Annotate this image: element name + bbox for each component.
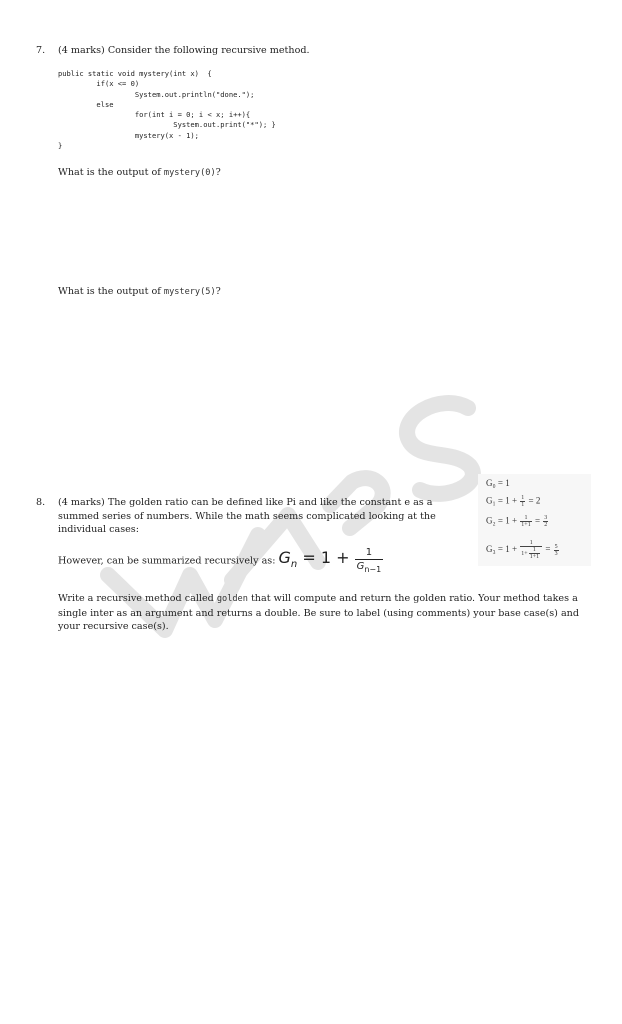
question-7-number: 7. <box>36 45 46 56</box>
question-7-code: public static void mystery(int x) { if(x <= 0) System.out.println("done."); else for(int i = 0; i < x; i++){ System.out.print("*"); } mystery(x - 1); } <box>58 69 276 151</box>
sub1-text: What is the output of <box>58 167 164 178</box>
case-g3: G₃ = 1 + 1 1+ $\frac{1}{1+1}$ = $\frac{5}{3}$ <box>486 540 558 560</box>
fraction: $\frac{1}{1+1}$ <box>521 515 531 528</box>
sub2-qmark: ? <box>215 286 221 297</box>
question-8-instructions <box>58 592 593 634</box>
question-7-sub1 <box>58 166 593 181</box>
question-8-number: 8. <box>36 497 46 508</box>
case-g0: G₀ = 1 <box>486 478 510 488</box>
question-8-recursive-line <box>58 546 478 576</box>
sub1-qmark: ? <box>215 167 221 178</box>
sub2-text: What is the output of <box>58 286 164 297</box>
sub2-code: mystery(5) <box>163 287 216 297</box>
case-g2: G₂ = 1 + $\frac{1}{1+1}$ = $\frac{3}{2}$ <box>486 515 548 528</box>
recursive-fraction: $\frac{1}{G_{n-1}}$ <box>356 547 382 574</box>
instructions-text: Write a recursive method called <box>58 593 217 604</box>
recursive-text: However, can be summarized recursively as: <box>58 555 279 567</box>
fraction: $\frac{5}{3}$ <box>554 543 558 557</box>
golden-ratio-cases <box>478 474 591 566</box>
question-7-prompt: (4 marks) Consider the following recursive method. <box>58 45 310 56</box>
sub1-code: mystery(0) <box>163 168 216 178</box>
question-7-sub2 <box>58 285 593 300</box>
case-g1: G₁ = 1 + $\frac{1}{1}$ = 2 <box>486 495 541 508</box>
fraction: $\frac{3}{2}$ <box>544 515 548 528</box>
method-name-code: golden <box>216 594 248 604</box>
recursive-formula: $G_n = 1$ + <box>278 547 350 570</box>
question-8-intro: (4 marks) The golden ratio can be defined like Pi and like the constant e as a summed series of numbers. While the math seems complicated looking at the individual cases: <box>58 497 436 535</box>
instructions-text-2: that will compute and return the golden ratio. Your method takes a single inter as an argument and returns a double. Be sure to label (using comments) your base case(s) and your recursive case(s). <box>58 593 579 632</box>
fraction: 1 1+ $\frac{1}{1+1}$ <box>520 540 542 560</box>
fraction: $\frac{1}{1}$ <box>521 495 525 508</box>
